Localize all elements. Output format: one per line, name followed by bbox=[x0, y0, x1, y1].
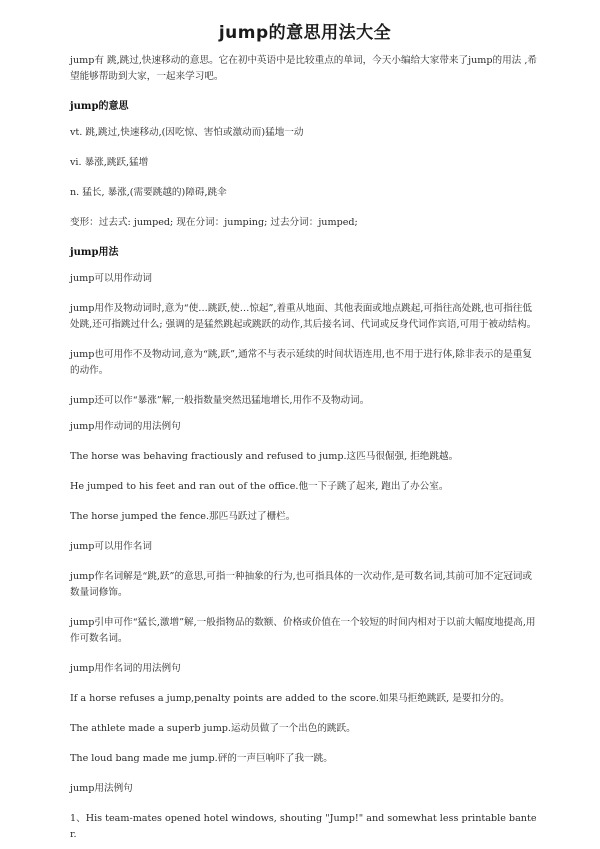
paragraph-intransitive: jump也可用作不及物动词,意为“跳,跃”,通常不与表示延续的时间状语连用,也不用于进行体,除非表示的是重复的动作。 bbox=[70, 349, 532, 376]
example-sentence: 1、His team-mates opened hotel windows, shouting "Jump!" and somewhat less printable banter. bbox=[70, 813, 537, 840]
example-sentence: If a horse refuses a jump,penalty points are added to the score.如果马拒绝跳跃, 是要扣分的。 bbox=[70, 693, 510, 704]
example-sentence: The loud bang made me jump.砰的一声巨响吓了我一跳。 bbox=[70, 753, 333, 764]
subheading-usage-examples: jump用法例句 bbox=[70, 783, 133, 794]
example-sentence: The horse was behaving fractiously and refused to jump.这匹马很倔强, 拒绝跳越。 bbox=[70, 451, 459, 462]
section-heading-usage: jump用法 bbox=[70, 247, 119, 258]
definition-vi: vi. 暴涨,跳跃,猛增 bbox=[70, 157, 149, 168]
section-heading-meaning: jump的意思 bbox=[70, 101, 129, 112]
subheading-verb-examples: jump用作动词的用法例句 bbox=[70, 421, 181, 432]
definition-vt: vt. 跳,跳过,快速移动,(因吃惊、害怕或激动而)猛地一动 bbox=[70, 127, 304, 138]
inflections: 变形：过去式: jumped; 现在分词：jumping; 过去分词：jumped; bbox=[70, 217, 358, 228]
subheading-noun-examples: jump用作名词的用法例句 bbox=[70, 663, 181, 674]
page-title: jump的意思用法大全 bbox=[218, 23, 392, 43]
example-sentence: The horse jumped the fence.那匹马跃过了栅栏。 bbox=[70, 511, 296, 522]
subheading-verb: jump可以用作动词 bbox=[70, 273, 152, 284]
definition-n: n. 猛长, 暴涨,(需要跳越的)障碍,跳伞 bbox=[70, 187, 227, 198]
example-sentence: He jumped to his feet and ran out of the office.他一下子跳了起来, 跑出了办公室。 bbox=[70, 481, 449, 492]
intro-paragraph: jump有 跳,跳过,快速移动的意思。它在初中英语中是比较重点的单词，今天小编给大家带来了jump的用法 ,希望能够帮助到大家，一起来学习吧。 bbox=[70, 55, 537, 82]
paragraph-noun-extended: jump引申可作“猛长,激增”解,一般指物品的数额、价格或价值在一个较短的时间内相对于以前大幅度地提高,用作可数名词。 bbox=[70, 617, 536, 644]
paragraph-surge: jump还可以作“暴涨”解,一般指数量突然迅猛地增长,用作不及物动词。 bbox=[70, 395, 370, 406]
paragraph-transitive: jump用作及物动词时,意为“使…跳跃,使…惊起”,着重从地面、其他表面或地点跳起,可指往高处跳,也可指往低处跳,还可指跳过什么; 强调的是猛然跳起或跳跃的动作,其后接名词、代词或反身代词作宾语,可用于被动结构。 bbox=[70, 303, 537, 330]
paragraph-noun-meaning: jump作名词解是“跳,跃”的意思,可指一种抽象的行为,也可指具体的一次动作,是可数名词,其前可加不定冠词或数量词修饰。 bbox=[70, 571, 532, 598]
subheading-noun: jump可以用作名词 bbox=[70, 541, 152, 552]
example-sentence: The athlete made a superb jump.运动员做了一个出色的跳跃。 bbox=[70, 723, 356, 734]
